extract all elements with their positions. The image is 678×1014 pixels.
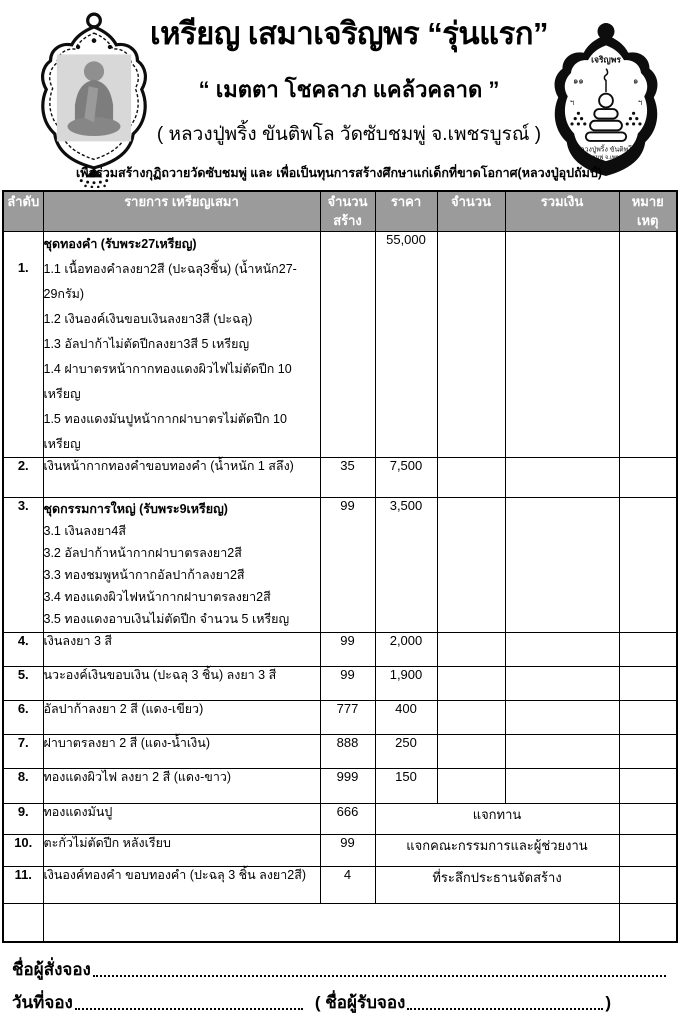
- table-row: [3, 632, 677, 666]
- col-total: รวมเงิน: [505, 191, 619, 231]
- cell-total: [505, 497, 619, 632]
- yant-glyph-left2: ฯ: [569, 97, 575, 107]
- cell-note: [619, 734, 677, 768]
- cell-note: [619, 666, 677, 700]
- receiver-fill-line: [407, 992, 603, 1010]
- cell-note: [619, 903, 677, 942]
- row-no: 10.: [3, 834, 43, 866]
- sema-amulet-icon: [30, 12, 158, 188]
- row-no: 3.: [3, 497, 43, 632]
- cell-price: 150: [375, 768, 437, 803]
- col-item: รายการ เหรียญเสมา: [43, 191, 320, 231]
- table-row: [3, 231, 677, 457]
- row-no: 7.: [3, 734, 43, 768]
- order-table: [2, 190, 678, 943]
- cell-price: 55,000: [375, 231, 437, 457]
- row-no: 1.: [3, 231, 43, 457]
- table-row: [3, 866, 677, 903]
- row-no: 2.: [3, 457, 43, 497]
- form-header: [0, 0, 678, 190]
- cell-qty: [437, 768, 505, 803]
- monk-name-line: ( หลวงปู่พริ้ง ขันติพโล วัดซับชมพู่ จ.เพชรบูรณ์ ): [156, 124, 542, 145]
- cell-qty: [437, 497, 505, 632]
- cell-note: [619, 457, 677, 497]
- cell-price: 400: [375, 700, 437, 734]
- cell-total: [505, 700, 619, 734]
- date-line: [12, 992, 668, 1014]
- cell-note: [619, 497, 677, 632]
- table-row: [3, 700, 677, 734]
- cell-price: 250: [375, 734, 437, 768]
- yant-glyph-right: ๑: [633, 75, 639, 86]
- orderer-fill-line: [93, 959, 666, 977]
- date-label: วันที่จอง: [12, 993, 73, 1012]
- cell-made: 4: [320, 866, 375, 903]
- table-row: [3, 803, 677, 834]
- row-item: อัลปาก้าลงยา 2 สี (แดง-เขียว): [43, 700, 320, 734]
- cell-total: [505, 666, 619, 700]
- row-no: 11.: [3, 866, 43, 903]
- cell-note: [619, 231, 677, 457]
- cell-price: 1,900: [375, 666, 437, 700]
- cell-qty: [437, 457, 505, 497]
- cell-distribution: แจกคณะกรรมการและผู้ช่วยงาน: [375, 834, 619, 866]
- row-item: ทองแดงมันปู: [43, 803, 320, 834]
- yant-glyph-left: ๑๑: [573, 75, 584, 86]
- date-fill-line: [75, 992, 303, 1010]
- table-row-empty: [3, 903, 677, 942]
- cell-qty: [437, 734, 505, 768]
- cell-made: 666: [320, 803, 375, 834]
- cell-note: [619, 700, 677, 734]
- row-no: 6.: [3, 700, 43, 734]
- purpose-line: เพื่อร่วมสร้างกุฏิถวายวัดซับชมพู่ และ เพื่อเป็นทุนการสร้างศึกษาแก่เด็กที่ขาดโอกาศ(หลวงปู่อุปถัมป์): [75, 166, 603, 180]
- col-note: หมาย เหตุ: [619, 191, 677, 231]
- row-no: 8.: [3, 768, 43, 803]
- cell-distribution: ที่ระลึกประธานจัดสร้าง: [375, 866, 619, 903]
- cell-price: 2,000: [375, 632, 437, 666]
- emblem-monk-name: หลวงปู่พริ้ง ขันติพโล: [575, 146, 637, 154]
- cell-note: [619, 803, 677, 834]
- form-footer: [12, 959, 668, 1014]
- cell-price: 3,500: [375, 497, 437, 632]
- orderer-line: [12, 959, 668, 981]
- cell-made: 99: [320, 666, 375, 700]
- table-row: [3, 834, 677, 866]
- orderer-label: ชื่อผู้สั่งจอง: [12, 960, 91, 979]
- cell-qty: [437, 231, 505, 457]
- receiver-label: ( ชื่อผู้รับจอง: [314, 993, 406, 1012]
- col-qty: จำนวน: [437, 191, 505, 231]
- cell-made: 99: [320, 834, 375, 866]
- row-item: เงินหน้ากากทองคำขอบทองคำ (น้ำหนัก 1 สลึง): [43, 457, 320, 497]
- row-item: นวะองค์เงินขอบเงิน (ปะฉลุ 3 ชิ้น) ลงยา 3 สี: [43, 666, 320, 700]
- table-row: [3, 497, 677, 632]
- cell-total: [505, 231, 619, 457]
- cell-made: 99: [320, 632, 375, 666]
- table-row: [3, 457, 677, 497]
- receiver-close-paren: ): [605, 993, 612, 1012]
- cell-made: 777: [320, 700, 375, 734]
- cell-qty: [437, 632, 505, 666]
- yant-glyph-right2: ฯ: [637, 97, 643, 107]
- col-price: ราคา: [375, 191, 437, 231]
- table-row: [3, 666, 677, 700]
- row-no: [3, 903, 43, 942]
- table-row: [3, 734, 677, 768]
- row-item: ชุดทองคำ (รับพระ27เหรียญ) 1.1 เนื้อทองคำลงยา2สี (ปะฉลุ3ชิ้น) (น้ำหนัก27-29กรัม) 1.2 เงินองค์เงินขอบเงินลงยา3สี (ปะฉลุ) 1.3 อัลปาก้าไม่ตัดปีกลงยา3สี 5 เหรียญ 1.4 ฝาบาตรหน้ากากทองแดงผิวไฟไม่ตัดปีก 10 เหรียญ 1.5 ทองแดงมันปูหน้ากากฝาบาตรไม่ตัดปีก 10 เหรียญ: [43, 231, 320, 457]
- row-no: 9.: [3, 803, 43, 834]
- cell-total: [505, 734, 619, 768]
- cell-blank: [43, 903, 619, 942]
- cell-made: 35: [320, 457, 375, 497]
- cell-made: [320, 231, 375, 457]
- cell-total: [505, 457, 619, 497]
- cell-qty: [437, 666, 505, 700]
- row-item: ตะกั่วไม่ตัดปีก หลังเรียบ: [43, 834, 320, 866]
- cell-made: 99: [320, 497, 375, 632]
- row-item: ทองแดงผิวไฟ ลงยา 2 สี (แดง-ขาว): [43, 768, 320, 803]
- cell-total: [505, 768, 619, 803]
- emblem-temple-name: วัดซับชมพู่ จ.เพชรบูรณ์: [576, 154, 636, 161]
- row-no: 5.: [3, 666, 43, 700]
- cell-note: [619, 768, 677, 803]
- cell-distribution: แจกทาน: [375, 803, 619, 834]
- cell-note: [619, 834, 677, 866]
- col-no: ลำดับ: [3, 191, 43, 231]
- cell-total: [505, 632, 619, 666]
- form-title: เหรียญ เสมาเจริญพร “รุ่นแรก”: [150, 16, 548, 51]
- cell-qty: [437, 700, 505, 734]
- row-item: เงินองค์ทองคำ ขอบทองคำ (ปะฉลุ 3 ชิ้น ลงยา2สี): [43, 866, 320, 903]
- cell-made: 999: [320, 768, 375, 803]
- table-row: [3, 768, 677, 803]
- cell-price: 7,500: [375, 457, 437, 497]
- col-made: จำนวน สร้าง: [320, 191, 375, 231]
- emblem-top-text: เจริญพร: [591, 54, 621, 65]
- row-no: 4.: [3, 632, 43, 666]
- cell-made: 888: [320, 734, 375, 768]
- form-subtitle: “ เมตตา โชคลาภ แคล้วคลาด ”: [198, 77, 500, 102]
- row-item: ชุดกรรมการใหญ่ (รับพระ9เหรียญ) 3.1 เงินลงยา4สี 3.2 อัลปาก้าหน้ากากฝาบาตรลงยา2สี 3.3 ทองชมพูหน้ากากอัลปาก้าลงยา2สี 3.4 ทองแดงผิวไฟหน้ากากฝาบาตรลงยา2สี 3.5 ทองแดงอาบเงินไม่ตัดปีก จำนวน 5 เหรียญ: [43, 497, 320, 632]
- cell-note: [619, 632, 677, 666]
- row-item: ฝาบาตรลงยา 2 สี (แดง-น้ำเงิน): [43, 734, 320, 768]
- row-item: เงินลงยา 3 สี: [43, 632, 320, 666]
- cell-note: [619, 866, 677, 903]
